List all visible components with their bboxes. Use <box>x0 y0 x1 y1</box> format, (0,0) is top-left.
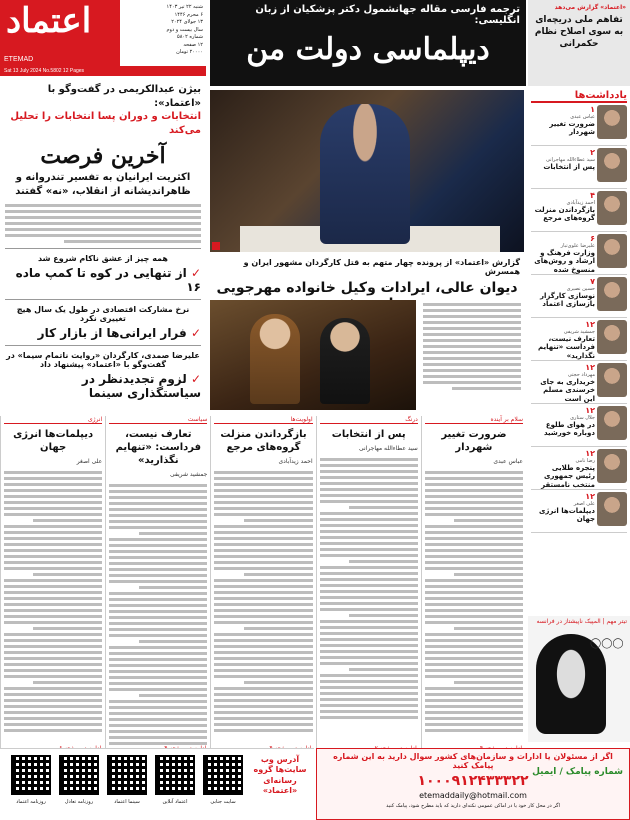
note-title: پنجره طلایی رئیس جمهوری منتخب نامستقر <box>541 464 595 489</box>
column-author: احمد زیدآبادی <box>278 458 313 465</box>
qr-label: روزنامه اعتماد <box>16 799 46 805</box>
mid-story-photo[interactable] <box>210 300 416 410</box>
note-text <box>531 105 595 137</box>
author-avatar <box>597 191 627 225</box>
banner-headline[interactable]: دیپلماسی دولت من <box>246 32 490 67</box>
column-title[interactable]: تعارف نیست، فرداست: «تنهایم نگذارید» <box>115 429 202 466</box>
column-tag: سلام بر آینده <box>425 416 523 424</box>
note-title: خریداری به جای خرسندی مسلم این است <box>540 378 595 403</box>
qr-label: سایت جنابی <box>210 799 236 805</box>
column-title[interactable]: ضرورت تغییر شهردار <box>441 429 507 453</box>
notes-title: یادداشت‌ها <box>531 90 627 103</box>
page-number: ۶ <box>590 234 595 243</box>
author-avatar <box>597 363 627 397</box>
opinion-column[interactable] <box>210 416 315 756</box>
note-title: ضرورت تغییر شهردار <box>549 120 595 137</box>
column-body <box>425 471 523 732</box>
masthead-logo[interactable] <box>0 0 120 66</box>
column-tag: اولویت‌ها <box>214 416 312 424</box>
note-author: عباس عبدی <box>570 114 595 120</box>
opinion-column[interactable] <box>421 416 526 756</box>
mid-story-body <box>420 300 524 410</box>
column-body <box>320 458 418 719</box>
column-tag: درنگ <box>320 416 418 424</box>
corner-teaser[interactable] <box>528 0 630 86</box>
note-item[interactable] <box>531 275 627 318</box>
page-number: ۱۲ <box>585 320 595 329</box>
logo-text: اعتماد <box>6 1 92 41</box>
column-title[interactable]: بازگرداندن منزلت گروه‌های مرجع <box>220 429 307 453</box>
note-title: در هوای طلوع دوباره خورشید <box>543 421 595 438</box>
corner-headline[interactable]: تفاهم ملی دریچه‌ای به سوی اصلاح نظام حکمرانی <box>534 15 624 50</box>
teaser-headline[interactable] <box>5 266 201 294</box>
author-avatar <box>597 234 627 268</box>
column-body <box>214 471 312 732</box>
note-item[interactable] <box>531 490 627 533</box>
note-text <box>531 363 595 403</box>
opinion-columns <box>0 416 526 756</box>
teaser-kicker: نرخ مشارکت اقتصادی در طول یک سال هیچ تغییری نکرد <box>16 305 190 323</box>
page-number: ۱۲ <box>585 363 595 372</box>
poster-tag: تیتر مهم | المپیک ناپیشتاز در فرانسه <box>536 618 627 625</box>
photo-subject <box>320 104 410 244</box>
issue-line: شنبه ۲۲ تیر ۱۴۰۳ <box>166 4 203 10</box>
qr-label: سینما اعتماد <box>114 799 140 805</box>
author-avatar <box>597 406 627 440</box>
column-author: عباس عبدی <box>493 458 523 465</box>
page-number: ۴ <box>590 191 595 200</box>
issue-line: شماره ۵۸۰۲ <box>177 34 203 40</box>
column-tag: انرژی <box>4 416 102 424</box>
interview-subkicker: انتخابات و دوران پسا انتخابات را تحلیل می‌کند <box>10 111 201 136</box>
page-number: ۱۲ <box>585 406 595 415</box>
check-icon: ✓ <box>186 372 201 386</box>
note-item[interactable] <box>531 103 627 146</box>
note-author: علی اصغر <box>573 501 595 507</box>
banner-kicker: ترجمه فارسی مقاله جهانشمول دکتر پزشکیان از زبان انگلیسی: <box>255 4 520 26</box>
column-title[interactable]: دیپلمات‌ها انرژی جهان <box>13 429 94 453</box>
author-avatar <box>597 148 627 182</box>
note-item[interactable] <box>531 232 627 275</box>
mid-story-headline[interactable]: دیوان عالی، ایرادات وکیل خانواده مهرجویی <box>216 280 518 296</box>
teaser-kicker: علیرضا صمدی، کارگردان «روایت ناتمام سیما» در گفت‌وگو با «اعتماد» پیشنهاد داد <box>6 351 200 369</box>
note-author: رضا نامی <box>575 458 595 464</box>
notes-column <box>528 88 630 608</box>
teaser-headline-text: لزوم تجدیدنظر در سیاستگذاری سینما <box>81 372 201 400</box>
note-author: جلال ستاری <box>570 415 595 421</box>
note-author: حسین نصیری <box>566 286 595 292</box>
note-item[interactable] <box>531 361 627 404</box>
ad-email[interactable]: etemaddaily@hotmail.com <box>419 791 527 800</box>
note-author: احمد زیدآبادی <box>566 200 595 206</box>
olympic-rings-icon: ◯◯◯ <box>590 638 624 649</box>
issue-line: ۱۲ صفحه <box>183 41 203 48</box>
note-text <box>531 191 595 223</box>
qr-code-icon[interactable] <box>107 755 147 795</box>
note-item[interactable] <box>531 146 627 189</box>
qr-area <box>0 748 314 820</box>
note-text <box>531 277 595 309</box>
qr-label: اعتماد آنلاین <box>162 799 188 805</box>
note-author: سید عطاءالله مهاجرانی <box>545 157 595 163</box>
teaser-kicker: همه چیز از عشق ناکام شروع شد <box>38 254 168 263</box>
left-column <box>0 80 206 410</box>
qr-title: آدرس وب سایت‌ها گروه رسانه‌ای «اعتماد» <box>253 755 307 796</box>
note-text <box>531 406 595 438</box>
check-icon: ✓ <box>186 326 201 340</box>
teaser-headline[interactable] <box>5 372 201 400</box>
issue-info <box>120 0 206 66</box>
photo-badge <box>212 242 220 250</box>
note-author: مهرداد حجتی <box>567 372 595 378</box>
author-avatar <box>597 277 627 311</box>
note-title: پس از انتخابات <box>543 163 595 171</box>
page-number: ۷ <box>590 277 595 286</box>
issue-line: ۲۰۰۰۰ تومان <box>176 49 203 55</box>
note-title: نوسازی کارگزار بازسازی اعتماد <box>540 292 595 309</box>
photo-person <box>320 318 370 404</box>
opinion-column[interactable] <box>0 416 105 756</box>
article-body <box>5 204 201 243</box>
check-icon: ✓ <box>186 266 201 280</box>
author-avatar <box>597 492 627 526</box>
author-avatar <box>597 320 627 354</box>
column-body <box>109 484 207 745</box>
note-item[interactable] <box>531 318 627 361</box>
qr-code-icon[interactable] <box>59 755 99 795</box>
note-title: بازگرداندن منزلت گروه‌های مرجع <box>534 206 595 223</box>
ad-line1: اگر از مسئولان یا ادارات و سازمان‌های کشور سوال دارید به این شماره پیامک کنید <box>333 752 613 770</box>
qr-code-icon[interactable] <box>155 755 195 795</box>
column-tag: سیاست <box>109 416 207 424</box>
note-text <box>531 449 595 489</box>
photo-person <box>250 314 300 404</box>
poster[interactable] <box>528 616 630 742</box>
note-item[interactable] <box>531 447 627 490</box>
teaser-headline-text: فرار ایرانی‌ها از بازار کار <box>37 326 187 340</box>
ad-fine: اگر در محل کار خود یا در اماکن عمومی نکته‌ای دارید که باید مطرح شود، پیامک کنید <box>386 803 560 809</box>
note-title: دیپلمات‌ها انرژی جهان <box>538 507 595 524</box>
issue-strip: Sat 13 July 2024 No.5802 12 Pages <box>0 66 206 76</box>
column-body <box>4 471 102 732</box>
author-avatar <box>597 449 627 483</box>
issue-line: ۶ محرم ۱۴۴۶ <box>174 11 203 18</box>
qr-code-icon[interactable] <box>203 755 243 795</box>
issue-line: سال بیست و دوم <box>166 26 203 33</box>
teaser-headline[interactable] <box>5 326 201 340</box>
issue-line: ۱۳ جولای ۲۰۲۴ <box>171 19 203 25</box>
column-author: سید عطاءالله مهاجرانی <box>358 445 418 452</box>
page-number: ۱۲ <box>585 449 595 458</box>
column-title[interactable]: پس از انتخابات <box>331 429 406 440</box>
note-title: وزارت فرهنگ و ارشاد و روش‌های منسوخ شده <box>534 249 595 274</box>
top-banner[interactable] <box>210 0 526 86</box>
corner-kicker: «اعتماد» گزارش می‌دهد <box>554 4 626 11</box>
note-text <box>531 148 595 171</box>
author-avatar <box>597 105 627 139</box>
qr-code-icon[interactable] <box>11 755 51 795</box>
page-number: ۲ <box>590 148 595 157</box>
teaser-headline-text: از تنهایی در کوه تا کمپ ماده ۱۶ <box>15 266 201 294</box>
column-author: علی اصغر <box>76 458 103 465</box>
column-author: جمشید شریفی <box>169 471 208 478</box>
note-text <box>531 234 595 274</box>
ad-side: شماره پیامک / ایمیل <box>532 767 623 777</box>
logo-en: ETEMAD <box>4 56 34 63</box>
main-headline[interactable]: آخرین فرصت <box>40 143 166 169</box>
interview-kicker: بیژن عبدالکریمی در گفت‌وگو با «اعتماد»: <box>47 84 201 109</box>
note-text <box>531 320 595 360</box>
poster-face <box>536 634 606 734</box>
ad-phone[interactable]: ۱۰۰۰۹۱۲۴۳۳۳۲۲ <box>417 773 529 789</box>
page-number: ۱ <box>590 105 595 114</box>
page-number: ۱۲ <box>585 492 595 501</box>
main-subheadline: اکثریت ایرانیان به تفسیر تندروانه و ظاهراندیشانه از انقلاب، «نه» گفتند <box>15 172 191 197</box>
qr-label: روزنامه تعادل <box>64 799 94 805</box>
note-author: جمشید شریفی <box>563 329 595 335</box>
note-author: علیرضا علوی‌تبار <box>560 243 595 249</box>
note-item[interactable] <box>531 189 627 232</box>
lead-photo[interactable] <box>210 90 524 252</box>
opinion-column[interactable] <box>316 416 421 756</box>
note-text <box>531 492 595 524</box>
sms-ad[interactable] <box>316 748 630 820</box>
opinion-column[interactable] <box>105 416 210 756</box>
note-title: تعارف نیست، فرداست «تنهایم نگذارید» <box>537 335 595 360</box>
mid-story-kicker: گزارش «اعتماد» از پرونده چهار متهم به قتل کارگردان مشهور ایران و همسرش <box>243 258 520 276</box>
note-item[interactable] <box>531 404 627 447</box>
